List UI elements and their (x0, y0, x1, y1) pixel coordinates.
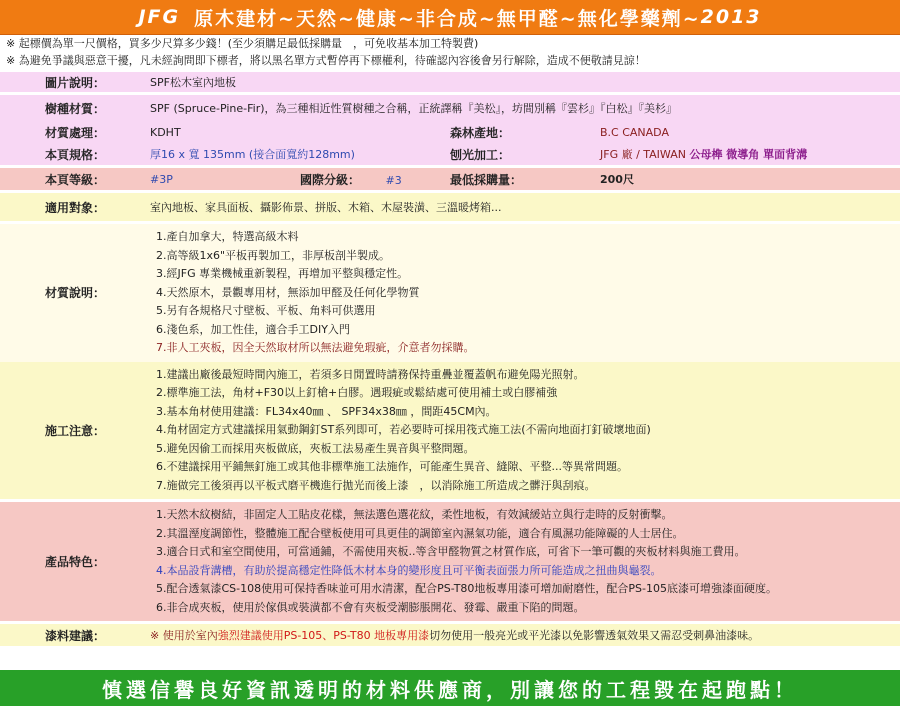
label-image-desc: 圖片說明： (44, 75, 105, 90)
footer-text: 慎選信譽良好資訊透明的材料供應商，別讓您的工程毀在起跑點！ (102, 677, 798, 702)
label-origin: 森林產地： (450, 125, 511, 140)
row-features (0, 502, 900, 621)
label-process: 刨光加工： (450, 147, 511, 162)
paint-highlight: 強烈建議使用PS-105、PS-T80 地板專用漆 (217, 629, 430, 642)
label-spec: 本頁規格： (44, 147, 105, 162)
row-image-desc (0, 72, 900, 92)
list-item: 5.另有各規格尺寸壁板、平板、角料可供選用 (156, 304, 376, 317)
list-item: 2.其溫溼度調節性，整體施工配合壁板使用可具更佳的調節室內濕氣功能，適合有風濕功能障礙的人士居住。 (156, 526, 684, 540)
label-treatment: 材質處理： (44, 125, 105, 140)
value-image-desc: SPF松木室內地板 (150, 76, 236, 89)
list-item: 6.不建議採用平鋪無釘施工或其他非標準施工法施作，可能產生異音、縫隙、平整...等異常問題。 (156, 460, 628, 473)
value-grade: #3P (150, 172, 173, 186)
header-slogan: 原木建材~天然~健康~非合成~無甲醛~無化學藥劑~ (194, 7, 701, 30)
label-usage: 適用對象： (44, 200, 105, 215)
paint-suffix: 切勿使用一般亮光或平光漆以免影響透氣效果又需忍受刺鼻油漆味。 (429, 629, 760, 642)
value-species: SPF (Spruce-Pine-Fir)，為三種相近性質樹種之合稱，正統譯稱『美松』，坊間別稱『雲杉』『白松』『美杉』 (150, 102, 678, 115)
list-item: 4.本品設背溝槽，有助於提高穩定性降低木材本身的變形度且可平衡表面張力所可能造成之扭曲與龜裂。 (156, 563, 662, 577)
process-extra: 公母榫 微導角 單面背溝 (689, 148, 808, 161)
list-item: 5.配合透氣漆CS-108使用可保持香味並可用水清潔，配合PS-T80地板專用漆可增加耐磨性，配合PS-105底漆可增強漆面硬度。 (156, 582, 777, 595)
list-item: 3.適合日式和室空間使用，可當通鋪，不需使用夾板..等含甲醛物質之材質作底，可省下一筆可觀的夾板材料與施工費用。 (156, 545, 746, 558)
value-spec: 厚16 x 寬 135mm (接合面寬約128mm) (150, 148, 355, 161)
list-item: 1.產自加拿大，特選高級木料 (156, 230, 299, 243)
list-item: 1.天然木紋樹結，非固定人工貼皮花樣，無法選色選花紋，柔性地板，有效減緩站立與行走時的反射衝擊。 (156, 508, 673, 521)
value-paint (150, 624, 900, 646)
row-species (0, 95, 900, 121)
material-list (150, 224, 900, 362)
list-item: 3.經JFG 專業機械重新製程，再增加平整與穩定性。 (156, 267, 409, 280)
value-origin: B.C CANADA (600, 125, 669, 139)
list-item: 2.標準施工法，角材+F30以上釘槍+白膠。遇瑕疵或鬆結處可使用補土或白膠補強 (156, 386, 558, 399)
list-item: 5.避免因偷工而採用夾板做底，夾板工法易產生異音與平整問題。 (156, 441, 475, 455)
construction-list (150, 362, 900, 500)
list-item: 7.施做完工後須再以平板式磨平機進行拋光而後上漆 ，以消除施工所造成之髒汙與刮痕。 (156, 478, 596, 492)
value-process (600, 143, 900, 165)
list-item: 4.角材固定方式建議採用氣動鋼釘ST系列即可，若必要時可採用筏式施工法(不需向地面打釘破壞地面) (156, 423, 651, 436)
list-item: 7.非人工夾板，因全天然取材所以無法避免瑕疵，介意者勿採購。 (156, 341, 475, 354)
value-intl: #3 (385, 173, 402, 187)
row-grade (0, 168, 900, 190)
process-factory: JFG 廠 / TAIWAN (600, 148, 690, 161)
row-construction (0, 362, 900, 500)
list-item: 4.天然原木，景觀專用材，無添加甲醛及任何化學物質 (156, 285, 420, 299)
features-list (150, 502, 900, 621)
list-item: 6.淺色系，加工性佳，適合手工DIY入門 (156, 322, 350, 336)
list-item: 1.建議出廠後最短時間內施工，若須多日閒置時請務保持重疊並覆蓋帆布避免陽光照射。 (156, 367, 585, 381)
row-usage (0, 193, 900, 221)
label-intl: 國際分級： (300, 172, 361, 187)
list-item: 2.高等級1x6"平板再製加工，非厚板剖半製成。 (156, 248, 391, 262)
notice-dispute: ※ 為避免爭議與惡意干擾，凡未經詢問即下標者，將以黑名單方式暫停再下標權利，待確認內容後會另行解除，造成不便敬請見諒！ (6, 54, 646, 67)
header-year: 2013 (700, 6, 762, 28)
notice-price: ※ 起標價為單一尺價格，買多少尺算多少錢！(至少須購足最低採購量 ，可免收基本加工特製費) (6, 37, 479, 50)
label-grade: 本頁等級： (44, 172, 105, 187)
value-treatment: KDHT (150, 125, 181, 139)
row-treatment (0, 121, 900, 143)
header-banner (0, 0, 900, 35)
label-construction: 施工注意： (44, 423, 105, 438)
list-item: 6.非合成夾板，使用於傢俱或裝潢都不會有夾板受潮膨脹開花、發霉、嚴重下陷的問題。 (156, 600, 585, 614)
row-material (0, 224, 900, 362)
label-species: 樹種材質： (44, 101, 105, 116)
label-paint: 漆料建議： (44, 628, 105, 643)
label-material: 材質說明： (44, 286, 105, 301)
brand-name: JFG (138, 6, 181, 28)
row-spec (0, 143, 900, 165)
intl-cell (300, 168, 450, 190)
label-min: 最低採購量： (450, 172, 523, 187)
footer-banner (0, 670, 900, 706)
value-min: 200尺 (600, 173, 634, 186)
list-item: 3.基本角材使用建議：FL34x40㎜ 、 SPF34x38㎜ ，間距45CM內。 (156, 404, 497, 418)
row-paint (0, 624, 900, 646)
value-usage: 室內地板、家具面板、攝影佈景、拼版、木箱、木屋裝潢、三溫暖烤箱... (150, 201, 502, 214)
label-features: 產品特色： (44, 555, 105, 569)
spec-table (0, 69, 900, 646)
paint-prefix: ※ 使用於室內 (150, 629, 218, 642)
